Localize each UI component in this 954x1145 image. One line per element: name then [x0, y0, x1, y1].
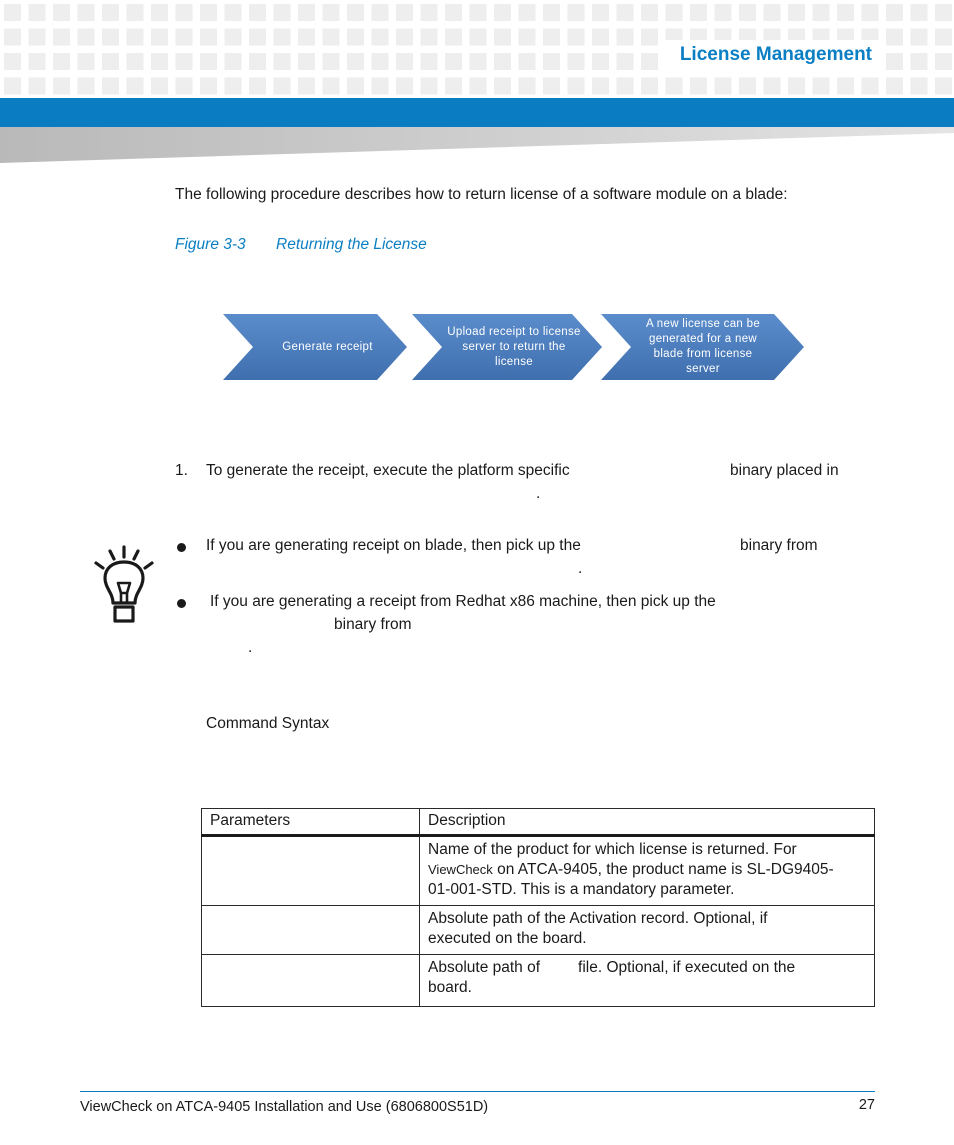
table-row — [202, 955, 875, 1007]
description-text: executed on the board. — [428, 930, 587, 947]
description-text: Absolute path of the Activation record. Optional, if — [428, 910, 768, 927]
note-bullet-2-end: binary from — [334, 616, 412, 633]
description-text: board. — [428, 979, 472, 996]
description-text: file. Optional, if executed on the — [578, 959, 796, 976]
note-bullet-2-period: . — [248, 639, 253, 656]
process-step-2-label: Upload receipt to license server to return the license — [447, 325, 581, 368]
table-header-parameters: Parameters — [202, 809, 420, 836]
command-syntax-label: Command Syntax — [206, 715, 330, 732]
table-header-description: Description — [420, 809, 875, 836]
process-step-3-label: A new license can be generated for a new blade from license server — [645, 318, 761, 375]
footer-doc-title: ViewCheck on ATCA-9405 Installation and Use (6806800S51D) — [80, 1099, 489, 1115]
parameter-table — [201, 808, 875, 1007]
table-row — [202, 906, 875, 955]
step-text-start: To generate the receipt, execute the platform specific — [206, 462, 570, 479]
table-row — [202, 836, 875, 906]
description-text: on ATCA-9405, the product name is SL-DG9405- — [492, 861, 834, 878]
note-bullet-1-period: . — [578, 560, 583, 577]
figure-title: Returning the License — [276, 236, 427, 253]
lightbulb-icon — [92, 545, 156, 627]
step-text-end: binary placed in — [730, 462, 839, 479]
description-text: 01-001-STD. This is a mandatory parameter. — [428, 881, 735, 898]
description-text: Absolute path of — [428, 959, 541, 976]
table-cell-parameter — [202, 836, 420, 906]
intro-paragraph: The following procedure describes how to return license of a software module on a blade: — [175, 186, 788, 203]
description-product-name: ViewCheck — [428, 862, 493, 877]
table-header-row — [202, 809, 875, 836]
description-text: Name of the product for which license is returned. For — [428, 841, 797, 858]
header-blue-bar — [0, 98, 954, 127]
process-step-1-label: Generate receipt — [282, 340, 373, 353]
footer-page-number: 27 — [858, 1097, 875, 1113]
note-bullet-1-end: binary from — [740, 537, 818, 554]
step-period: . — [536, 485, 541, 502]
bullet-dot — [177, 543, 186, 552]
header-gray-wedge — [0, 127, 954, 163]
table-cell-description — [420, 955, 875, 1007]
table-cell-parameter — [202, 955, 420, 1007]
note-bullet-2-start: If you are generating a receipt from Redhat x86 machine, then pick up the — [210, 593, 716, 610]
bullet-dot — [177, 599, 186, 608]
table-cell-description — [420, 836, 875, 906]
table-cell-description — [420, 906, 875, 955]
step-number: 1. — [175, 462, 188, 479]
figure-number: Figure 3-3 — [175, 236, 246, 253]
note-bullet-1-start: If you are generating receipt on blade, then pick up the — [206, 537, 581, 554]
page-header-title: License Management — [679, 44, 872, 65]
footer-rule — [80, 1091, 875, 1092]
table-cell-parameter — [202, 906, 420, 955]
